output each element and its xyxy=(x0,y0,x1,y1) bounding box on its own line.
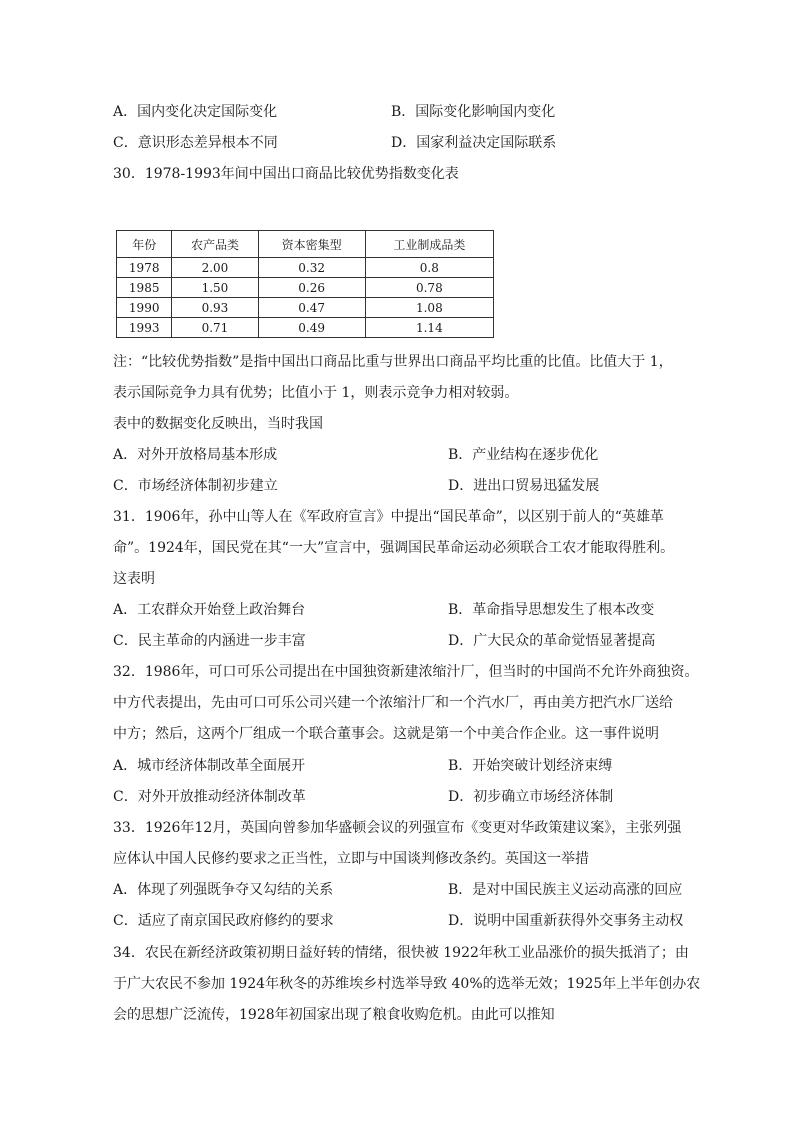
table-row xyxy=(117,278,494,298)
q34-stem-line-3: 会的思想广泛流传，1928年初国家出现了粮食收购危机。由此可以推知 xyxy=(113,1007,555,1023)
q34-stem-line-2: 于广大农民不参加 1924年秋冬的苏维埃乡村选举导致 40%的选举无效；1925年上半年创办农 xyxy=(113,976,701,992)
table-cell: 1.08 xyxy=(365,298,493,318)
q32-stem-line-1: 32．1986年，可口可乐公司提出在中国独资新建浓缩汁厂，但当时的中国尚不允许外商独资。 xyxy=(113,664,699,680)
q31-option-c: C．民主革命的内涵进一步丰富 xyxy=(113,633,306,649)
table-cell: 0.8 xyxy=(365,258,493,278)
q30-title: 30．1978-1993年间中国出口商品比较优势指数变化表 xyxy=(113,166,459,182)
q29-option-a: A．国内变化决定国际变化 xyxy=(113,104,278,120)
q32-option-a: A．城市经济体制改革全面展开 xyxy=(113,758,306,774)
q31-stem-line-3: 这表明 xyxy=(113,571,155,587)
table-cell: 1990 xyxy=(117,298,172,318)
table-cell: 0.93 xyxy=(172,298,258,318)
table-header-cell: 年份 xyxy=(117,231,172,258)
table-cell: 1.14 xyxy=(365,318,493,338)
q32-stem-line-2: 中方代表提出，先由可口可乐公司兴建一个浓缩汁厂和一个汽水厂，再由美方把汽水厂送给 xyxy=(113,695,673,711)
table-cell: 0.78 xyxy=(365,278,493,298)
table-cell: 0.32 xyxy=(258,258,365,278)
q31-option-b: B．革命指导思想发生了根本改变 xyxy=(448,602,655,618)
table-cell: 0.71 xyxy=(172,318,258,338)
table-header-cell: 资本密集型 xyxy=(258,231,365,258)
q33-option-a: A．体现了列强既争夺又勾结的关系 xyxy=(113,882,334,898)
q33-stem-line-1: 33．1926年12月，英国向曾参加华盛顿会议的列强宣布《变更对华政策建议案》，主张列强 xyxy=(113,820,682,836)
table-cell: 2.00 xyxy=(172,258,258,278)
q29-option-d: D．国家利益决定国际联系 xyxy=(391,135,557,151)
q31-stem-line-1: 31．1906年，孙中山等人在《军政府宣言》中提出“国民革命”，以区别于前人的“英雄革 xyxy=(113,509,664,525)
q29-option-b: B．国际变化影响国内变化 xyxy=(391,104,556,120)
table-cell: 0.47 xyxy=(258,298,365,318)
q33-stem-line-2: 应体认中国人民修约要求之正当性，立即与中国谈判修改条约。英国这一举措 xyxy=(113,851,589,867)
q31-stem-line-2: 命”。1924年，国民党在其“一大”宣言中，强调国民革命运动必须联合工农才能取得胜利。 xyxy=(113,540,675,556)
q31-option-a: A．工农群众开始登上政治舞台 xyxy=(113,602,306,618)
table-cell: 0.26 xyxy=(258,278,365,298)
table-row xyxy=(117,298,494,318)
table-header-row xyxy=(117,231,494,258)
q33-option-b: B．是对中国民族主义运动高涨的回应 xyxy=(448,882,683,898)
table-cell: 1.50 xyxy=(172,278,258,298)
q32-option-d: D．初步确立市场经济体制 xyxy=(448,789,614,805)
table-cell: 1993 xyxy=(117,318,172,338)
table-row xyxy=(117,258,494,278)
q33-option-d: D．说明中国重新获得外交事务主动权 xyxy=(448,913,684,929)
q30-option-d: D．进出口贸易迅猛发展 xyxy=(448,478,600,494)
table-cell: 1978 xyxy=(117,258,172,278)
q30-stem: 表中的数据变化反映出，当时我国 xyxy=(113,416,323,432)
q30-option-a: A．对外开放格局基本形成 xyxy=(113,447,278,463)
q34-stem-line-1: 34．农民在新经济政策初期日益好转的情绪，很快被 1922年秋工业品涨价的损失抵消了；由 xyxy=(113,945,689,961)
table-row xyxy=(117,318,494,338)
table-header-cell: 工业制成品类 xyxy=(365,231,493,258)
comparative-advantage-table xyxy=(116,230,494,338)
q30-option-c: C．市场经济体制初步建立 xyxy=(113,478,278,494)
table-header-cell: 农产品类 xyxy=(172,231,258,258)
q29-option-c: C．意识形态差异根本不同 xyxy=(113,135,278,151)
q31-option-d: D．广大民众的革命觉悟显著提高 xyxy=(448,633,656,649)
q33-option-c: C．适应了南京国民政府修约的要求 xyxy=(113,913,334,929)
q32-stem-line-3: 中方；然后，这两个厂组成一个联合董事会。这就是第一个中美合作企业。这一事件说明 xyxy=(113,726,659,742)
q30-option-b: B．产业结构在逐步优化 xyxy=(448,447,599,463)
q30-note-line-1: 注：“比较优势指数”是指中国出口商品比重与世界出口商品平均比重的比值。比值大于 1， xyxy=(113,354,673,370)
table-cell: 1985 xyxy=(117,278,172,298)
q32-option-b: B．开始突破计划经济束缚 xyxy=(448,758,613,774)
q32-option-c: C．对外开放推动经济体制改革 xyxy=(113,789,306,805)
q30-note-line-2: 表示国际竞争力具有优势；比值小于 1，则表示竞争力相对较弱。 xyxy=(113,385,519,401)
table-cell: 0.49 xyxy=(258,318,365,338)
